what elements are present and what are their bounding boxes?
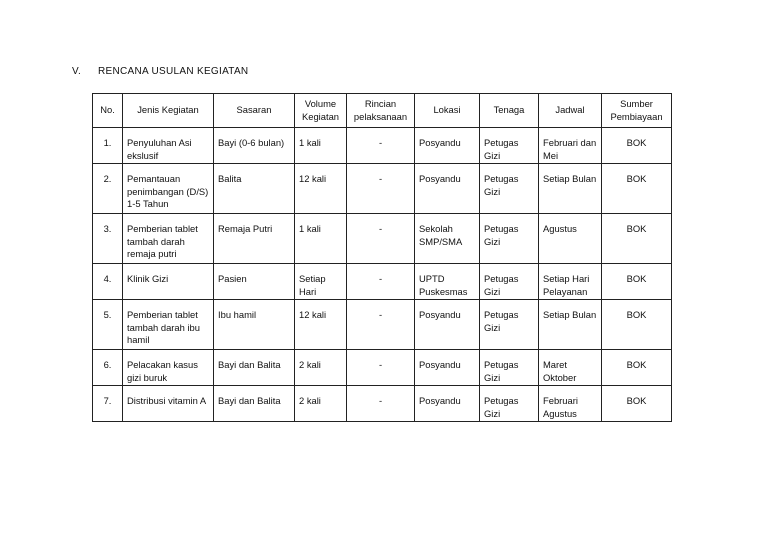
cell-jenis: Pemberian tablet tambah darah ibu hamil	[123, 300, 214, 350]
cell-rincian: -	[347, 264, 415, 300]
cell-no: 1.	[93, 128, 123, 164]
cell-jadwal: Februari Agustus	[539, 386, 602, 422]
table-row	[93, 164, 672, 214]
cell-jadwal: Maret Oktober	[539, 350, 602, 386]
cell-no: 3.	[93, 214, 123, 264]
cell-jadwal: Februari dan Mei	[539, 128, 602, 164]
cell-jenis: Pemberian tablet tambah darah remaja putri	[123, 214, 214, 264]
cell-tenaga: Petugas Gizi	[480, 214, 539, 264]
cell-lokasi: Posyandu	[415, 386, 480, 422]
cell-sumber: BOK	[602, 214, 672, 264]
cell-sasaran: Bayi (0-6 bulan)	[214, 128, 295, 164]
cell-lokasi: Sekolah SMP/SMA	[415, 214, 480, 264]
cell-lokasi: Posyandu	[415, 300, 480, 350]
header-sasaran: Sasaran	[214, 94, 295, 128]
cell-rincian: -	[347, 350, 415, 386]
cell-no: 5.	[93, 300, 123, 350]
header-tenaga: Tenaga	[480, 94, 539, 128]
cell-sasaran: Bayi dan Balita	[214, 386, 295, 422]
table-row	[93, 350, 672, 386]
header-sumber-pembiayaan: Sumber Pembiayaan	[602, 94, 672, 128]
cell-volume: 1 kali	[295, 128, 347, 164]
cell-volume: Setiap Hari	[295, 264, 347, 300]
cell-volume: 12 kali	[295, 164, 347, 214]
header-rincian-pelaksanaan: Rincian pelaksanaan	[347, 94, 415, 128]
cell-jadwal: Setiap Bulan	[539, 300, 602, 350]
section-title: RENCANA USULAN KEGIATAN	[98, 66, 249, 77]
cell-lokasi: Posyandu	[415, 350, 480, 386]
cell-rincian: -	[347, 300, 415, 350]
cell-sasaran: Ibu hamil	[214, 300, 295, 350]
cell-tenaga: Petugas Gizi	[480, 350, 539, 386]
cell-rincian: -	[347, 386, 415, 422]
header-volume-kegiatan: Volume Kegiatan	[295, 94, 347, 128]
cell-no: 6.	[93, 350, 123, 386]
header-jadwal: Jadwal	[539, 94, 602, 128]
table-row	[93, 300, 672, 350]
cell-sasaran: Bayi dan Balita	[214, 350, 295, 386]
cell-sasaran: Remaja Putri	[214, 214, 295, 264]
cell-sumber: BOK	[602, 300, 672, 350]
cell-jenis: Penyuluhan Asi ekslusif	[123, 128, 214, 164]
cell-no: 4.	[93, 264, 123, 300]
cell-rincian: -	[347, 164, 415, 214]
table-row	[93, 214, 672, 264]
header-jenis-kegiatan: Jenis Kegiatan	[123, 94, 214, 128]
cell-no: 2.	[93, 164, 123, 214]
cell-jadwal: Setiap Hari Pelayanan	[539, 264, 602, 300]
cell-sumber: BOK	[602, 128, 672, 164]
cell-tenaga: Petugas Gizi	[480, 128, 539, 164]
activity-plan-table	[92, 93, 672, 422]
cell-tenaga: Petugas Gizi	[480, 164, 539, 214]
cell-jenis: Pemantauan penimbangan (D/S) 1-5 Tahun	[123, 164, 214, 214]
section-number: V.	[72, 66, 82, 77]
section-heading	[72, 66, 248, 77]
cell-sumber: BOK	[602, 350, 672, 386]
cell-jadwal: Setiap Bulan	[539, 164, 602, 214]
table-row	[93, 128, 672, 164]
cell-volume: 2 kali	[295, 350, 347, 386]
table-row	[93, 264, 672, 300]
cell-volume: 1 kali	[295, 214, 347, 264]
table-row	[93, 386, 672, 422]
cell-tenaga: Petugas Gizi	[480, 264, 539, 300]
cell-sasaran: Pasien	[214, 264, 295, 300]
cell-lokasi: Posyandu	[415, 164, 480, 214]
cell-sumber: BOK	[602, 164, 672, 214]
cell-lokasi: UPTD Puskesmas	[415, 264, 480, 300]
cell-no: 7.	[93, 386, 123, 422]
cell-sumber: BOK	[602, 264, 672, 300]
cell-volume: 2 kali	[295, 386, 347, 422]
cell-jadwal: Agustus	[539, 214, 602, 264]
cell-lokasi: Posyandu	[415, 128, 480, 164]
cell-tenaga: Petugas Gizi	[480, 300, 539, 350]
cell-jenis: Distribusi vitamin A	[123, 386, 214, 422]
cell-sasaran: Balita	[214, 164, 295, 214]
cell-jenis: Klinik Gizi	[123, 264, 214, 300]
table-header-row	[93, 94, 672, 128]
cell-tenaga: Petugas Gizi	[480, 386, 539, 422]
cell-rincian: -	[347, 214, 415, 264]
header-no: No.	[93, 94, 123, 128]
cell-jenis: Pelacakan kasus gizi buruk	[123, 350, 214, 386]
header-lokasi: Lokasi	[415, 94, 480, 128]
cell-sumber: BOK	[602, 386, 672, 422]
cell-rincian: -	[347, 128, 415, 164]
cell-volume: 12 kali	[295, 300, 347, 350]
